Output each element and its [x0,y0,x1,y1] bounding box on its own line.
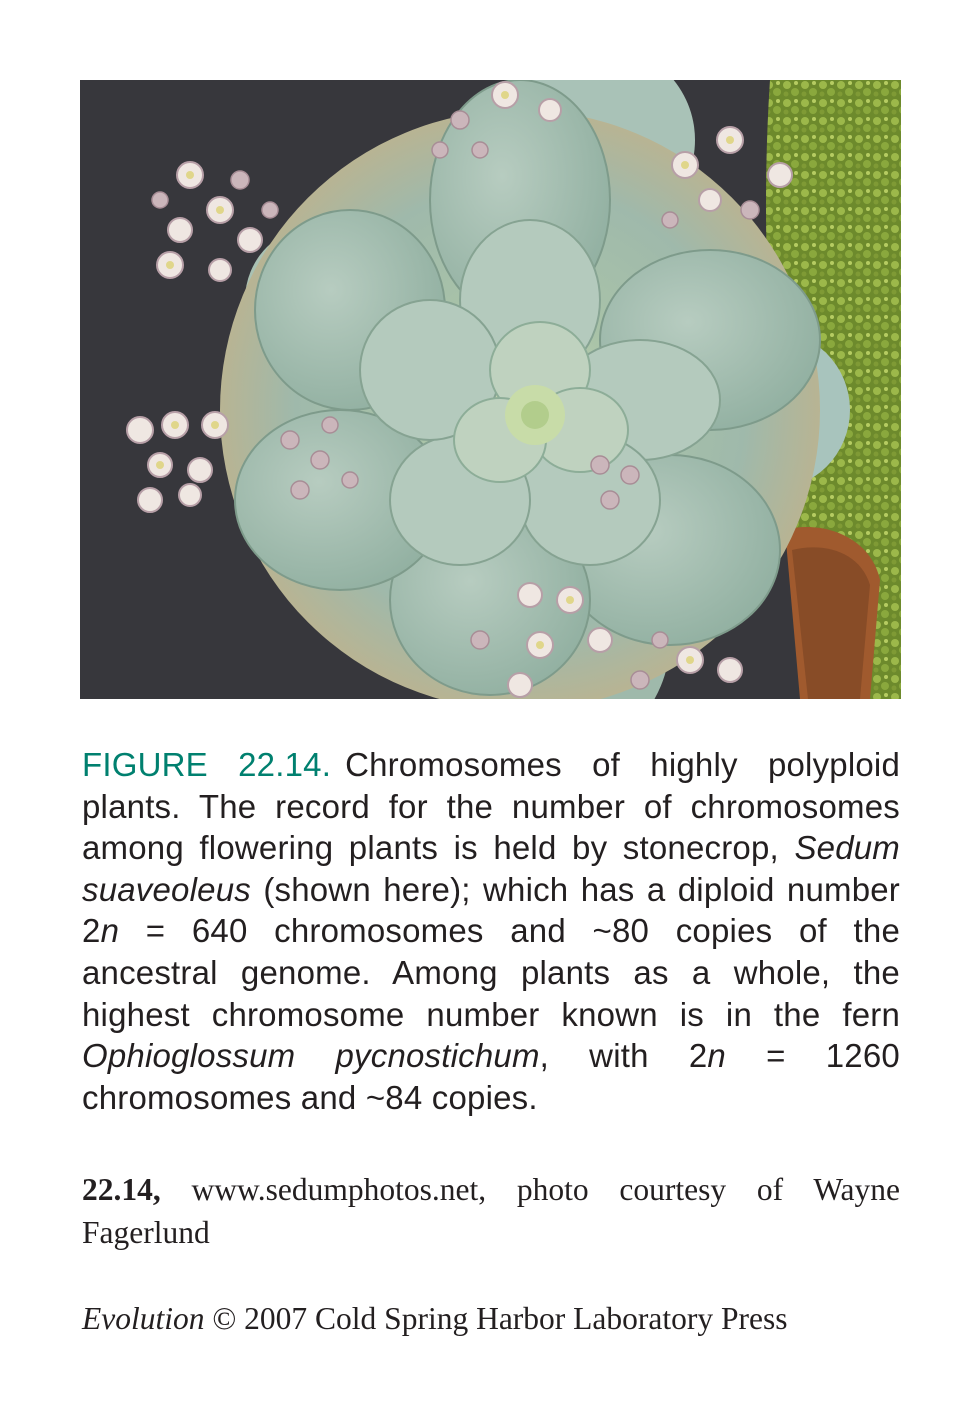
copyright-text: © 2007 Cold Spring Harbor Laboratory Press [212,1301,788,1336]
photo-credit [82,1168,900,1254]
book-title: Evolution [82,1301,205,1336]
credit-text: www.sedumphotos.net, photo courtesy of Wayne Fagerlund [82,1172,900,1250]
caption-text-3: = 640 chromosomes and ~80 copies of the ancestral genome. Among plants as a whole, the highest chromosome number known is in the fern [82,912,900,1033]
caption-text-4: , with 2 [539,1037,708,1075]
credit-label: 22.14, [82,1172,161,1207]
figure-caption [82,744,900,1118]
copyright-footer [82,1297,900,1340]
caption-text-2: (shown here); which has a diploid number 2 [82,870,901,950]
species-name-ophioglossum: Ophioglossum pycnostichum [82,1037,540,1075]
caption-text-1: Chromosomes of highly polyploid plants. The record for the number of chromosomes among flowering plants is held by stonecrop, [82,746,900,867]
species-name-sedum: Sedum suaveoleus [82,829,900,908]
ploidy-n-1: n [100,912,120,950]
ploidy-n-2: n [707,1037,726,1075]
figure-label: FIGURE 22.14. [82,746,332,783]
succulent-photo [80,80,901,699]
caption-text-5: = 1260 chromosomes and ~84 copies. [82,1037,900,1116]
